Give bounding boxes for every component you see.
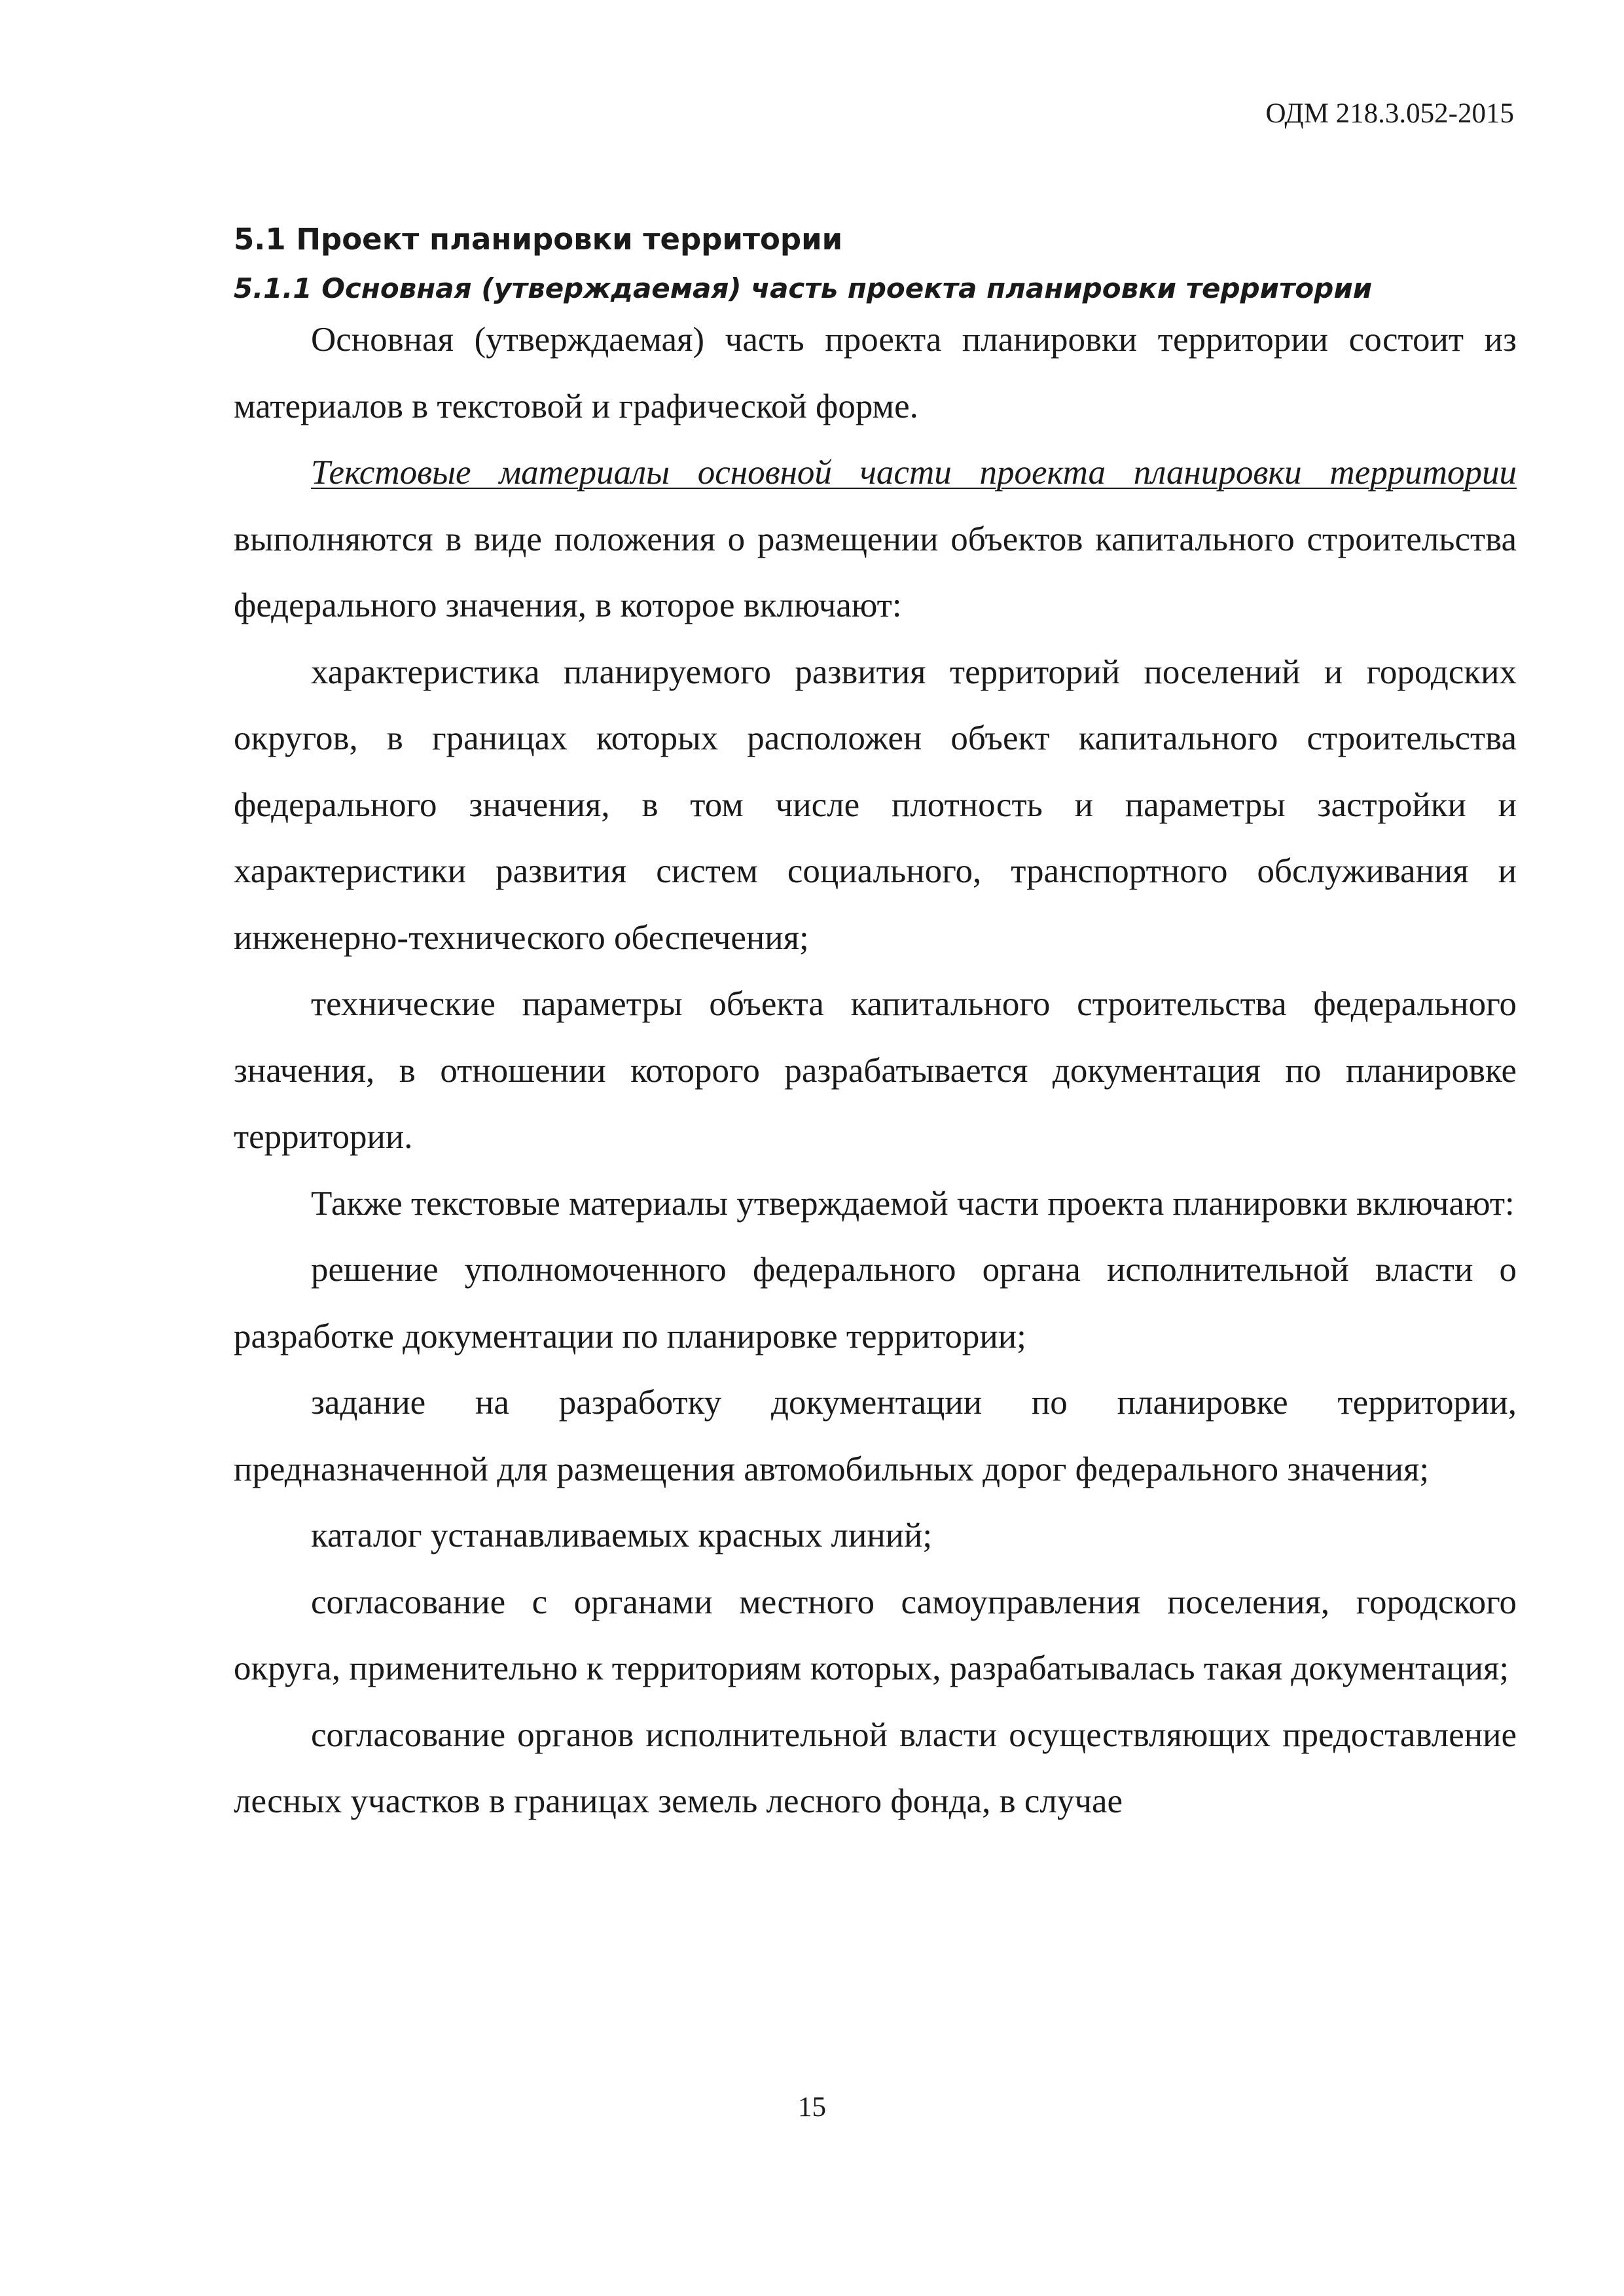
list-item-development: характеристика планируемого развития территорий поселений и городских округов, в границах которых расположен объект капитального строительства федерального значения, в том числе плотность и параметры застройки и характеристики развития систем социального, транспортного обслуживания и инженерно-технического обеспечения; xyxy=(234,653,1517,957)
list-item-red-lines: каталог устанавливаемых красных линий; xyxy=(311,1516,933,1554)
list-item-forest-approval: согласование органов исполнительной власти осуществляющих предоставление лесных участков в границах земель лесного фонда, в случае xyxy=(234,1715,1517,1820)
list-item-local-approval: согласование с органами местного самоуправления поселения, городского округа, применительно к территориям которых, разрабатывалась такая документация; xyxy=(234,1583,1517,1687)
list-item-decision: решение уполномоченного федерального органа исполнительной власти о разработке документации по планировке территории; xyxy=(234,1251,1517,1355)
text-materials-emphasis: Текстовые материалы основной части проекта планировки территории xyxy=(311,454,1517,492)
list-item-technical-params: технические параметры объекта капитального строительства федерального значения, в отношении которого разрабатывается документация по планировке территории. xyxy=(234,985,1517,1156)
document-code: ОДМ 218.3.052-2015 xyxy=(1265,98,1514,129)
paragraph-main-part: Основная (утверждаемая) часть проекта планировки территории состоит из материалов в текстовой и графической форме. xyxy=(234,321,1517,425)
list-item-assignment: задание на разработку документации по планировке территории, предназначенной для размещения автомобильных дорог федерального значения; xyxy=(234,1384,1517,1488)
page-number: 15 xyxy=(798,2092,826,2123)
paragraph-also-includes: Также текстовые материалы утверждаемой части проекта планировки включают: xyxy=(311,1184,1515,1223)
page-body xyxy=(234,219,1517,1835)
subsection-title: 5.1.1 Основная (утверждаемая) часть проекта планировки территории xyxy=(234,272,1373,304)
paragraph-text-materials xyxy=(234,440,1517,639)
text-materials-rest: выполняются в виде положения о размещении объектов капитального строительства федерального значения, в которое включают: xyxy=(234,520,1517,624)
section-title: 5.1 Проект планировки территории xyxy=(234,222,843,257)
